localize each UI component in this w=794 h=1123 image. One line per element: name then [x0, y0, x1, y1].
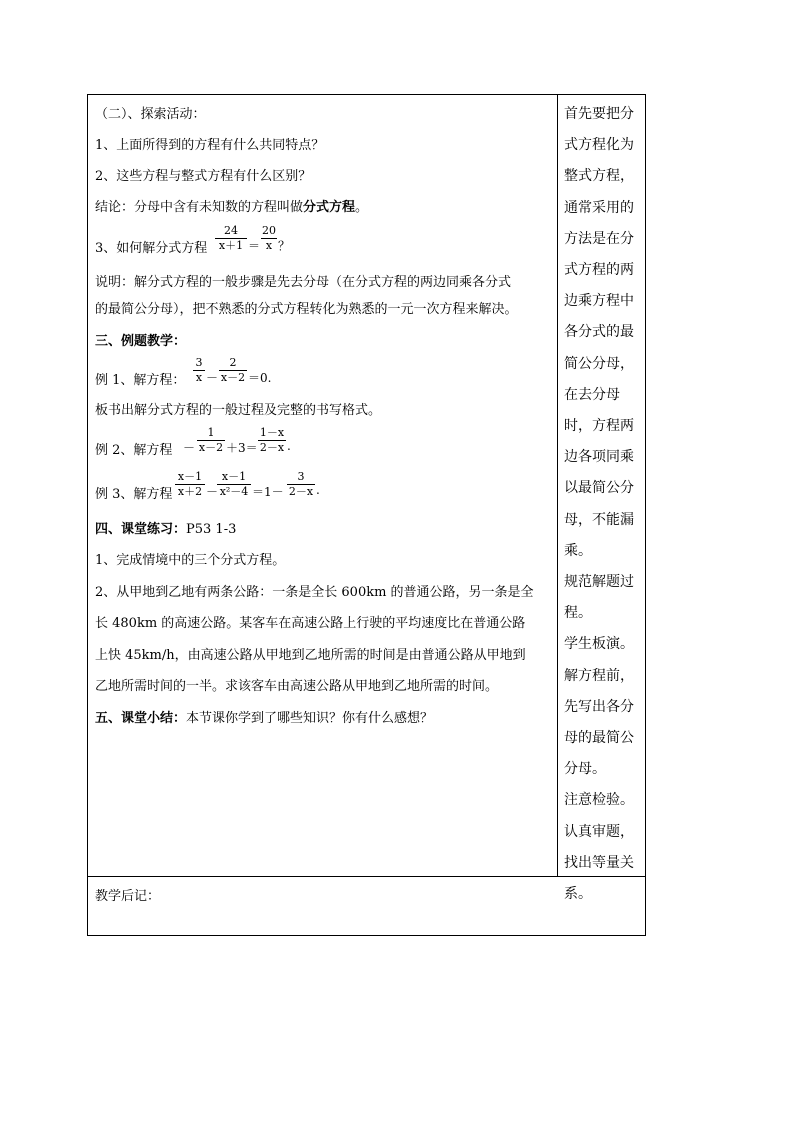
teaching-reflection-label: 教学后记：	[95, 889, 161, 904]
question-2: 2、这些方程与整式方程有什么区别？	[95, 169, 312, 184]
side-note: 规范解题过程。	[564, 574, 634, 622]
note-line-1: 说明：解分式方程的一般步骤是先去分母（在分式方程的两边同乘各分式	[95, 275, 512, 290]
side-note: 注意检验。	[564, 792, 634, 809]
practice-heading: 四、课堂练习：P53 1-3	[95, 522, 237, 537]
practice-2-line-1: 2、从甲地到乙地有两条公路：一条是全长 600km 的普通公路，另一条是全	[95, 585, 534, 600]
examples-heading: 三、例题教学：	[95, 334, 187, 349]
conclusion: 结论：分母中含有未知数的方程叫做分式方程。	[95, 200, 369, 215]
practice-2-line-4: 乙地所需时间的一半。求该客车由高速公路从甲地到乙地所需的时间。	[95, 679, 499, 694]
side-note: 首先要把分式方程化为整式方程，通常采用的方法是在分式方程的两边乘方程中各分式的最简公分母，在去分母时，方程两边各项同乘以最简公分母，不能漏乘。	[564, 106, 634, 559]
side-note: 解方程前，先写出各分母的最简公分母。	[564, 667, 634, 778]
side-note: 认真审题，找出等量关系。	[564, 823, 634, 903]
row-divider	[88, 876, 645, 877]
example-1-note: 板书出解分式方程的一般过程及完整的书写格式。	[95, 403, 382, 418]
practice-2-line-3: 上快 45km/h，由高速公路从甲地到乙地所需的时间是由普通公路从甲地到	[95, 648, 526, 663]
note-line-2: 的最简公分母），把不熟悉的分式方程转化为熟悉的一元一次方程来解决。	[95, 302, 518, 317]
explore-heading: （二）、探索活动：	[95, 107, 206, 122]
column-divider	[557, 95, 558, 876]
question-1: 1、上面所得到的方程有什么共同特点？	[95, 138, 325, 153]
lesson-table: （二）、探索活动： 1、上面所得到的方程有什么共同特点？ 2、这些方程与整式方程有什么区别？ 结论：分母中含有未知数的方程叫做分式方程。 3、如何解分式方程 24 x＋1 ＝ 20 x ？ 说明：解分式方程的一般步骤是先去分母（在分式方程的两边同乘各分式 的最简公分母），把不熟悉的分式方程转化为熟悉的一元一次方程来解决。 三、例题教学： 例 1、解方程： 3 x － 2 x－2 ＝0. 板书出解分式方程的一般过程及完整的书写格式。 例 2、解方程 － 1 x－2 ＋3＝ 1－x 2－x . 例 3、解方程 x－1 x＋2 － x－1 x²－4 ＝1－ 3 2－x . 四、课堂练习：P53 1-3 1、完成情境中的三个分式方程。 2、从甲地到乙地有两条公路：一条是全长 600km 的普通公路，另一条是全 长 480km 的高速公路。某客车在高速公路上行驶的平均速度比在普通公路 上快 45km/h，由高速公路从甲地到乙地所需的时间是由普通公路从甲地到 乙地所需时间的一半。求该客车由高速公路从甲地到乙地所需的时间。 五、课堂小结：本节课你学到了哪些知识？你有什么感想？ 首先要把分式方程化为整式方程，通常采用的方法是在分式方程的两边乘方程中各分式的最简公分母，在去分母时，方程两边各项同乘以最简公分母，不能漏乘。 规范解题过程。 学生板演。 解方程前，先写出各分母的最简公分母。 注意检验。 认真审题，找出等量关系。 教学后记：	[87, 94, 646, 936]
conclusion-term: 分式方程	[303, 200, 356, 215]
practice-reference: P53 1-3	[186, 522, 237, 537]
side-notes-cell	[564, 99, 646, 910]
side-note: 学生板演。	[564, 636, 634, 653]
practice-2-line-2: 长 480km 的高速公路。某客车在高速公路上行驶的平均速度比在普通公路	[95, 616, 526, 631]
summary: 五、课堂小结：本节课你学到了哪些知识？你有什么感想？	[95, 711, 434, 726]
practice-1: 1、完成情境中的三个分式方程。	[95, 553, 286, 568]
